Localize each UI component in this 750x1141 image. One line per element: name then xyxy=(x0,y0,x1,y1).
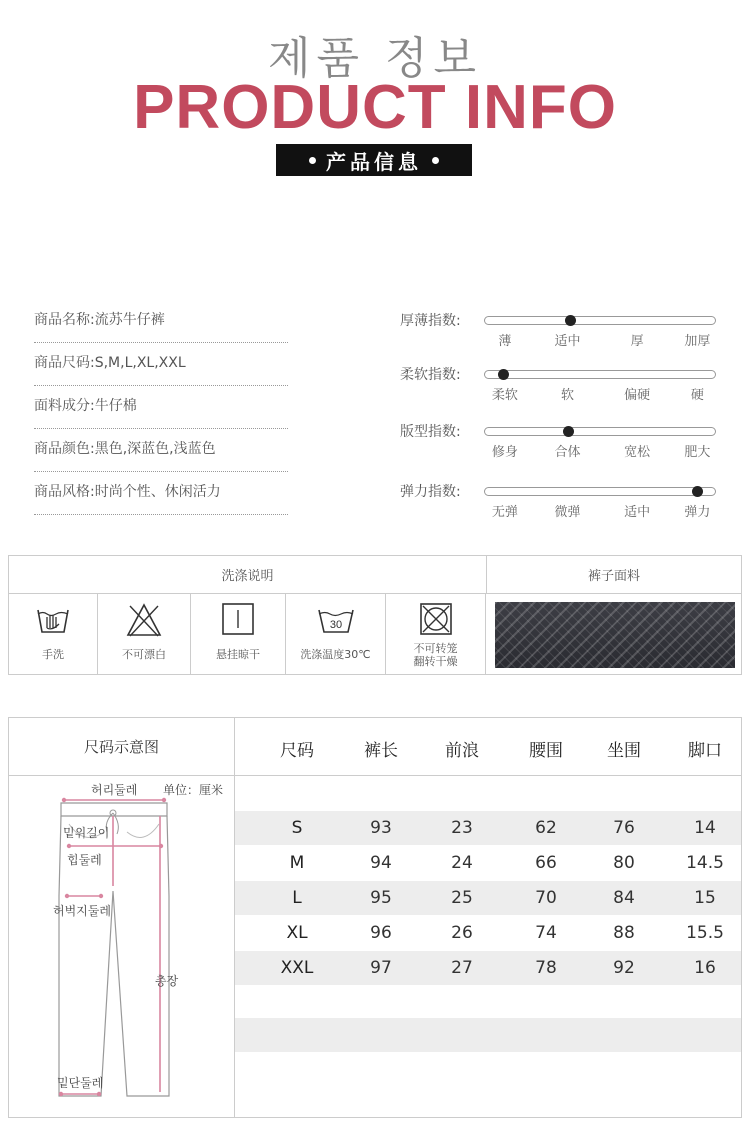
badge-label: 产品信息 xyxy=(326,149,422,174)
slider-knob xyxy=(563,426,574,437)
tick-label: 厚 xyxy=(630,334,644,349)
table-cell: 26 xyxy=(451,923,473,943)
care-item xyxy=(9,594,98,674)
hang-dry-icon xyxy=(221,602,255,640)
waist-label: 허리둘레 xyxy=(91,783,138,797)
tick-label: 柔软 xyxy=(491,388,518,403)
tick-label: 宽松 xyxy=(624,445,651,460)
table-cell: 27 xyxy=(451,958,473,978)
table-row xyxy=(235,881,741,915)
table-cell: 78 xyxy=(535,958,557,978)
table-cell: 97 xyxy=(370,958,392,978)
info-row-color: 商品颜色:黑色,深蓝色,浅蓝色 xyxy=(34,429,288,472)
table-cell: 15.5 xyxy=(686,923,724,943)
fabric-swatch-image xyxy=(495,602,735,668)
slider-knob xyxy=(692,486,703,497)
care-label: 不可漂白 xyxy=(122,648,166,661)
slider-knob xyxy=(498,369,509,380)
info-value: 牛仔棉 xyxy=(94,398,137,414)
thigh-label: 허벅지둘레 xyxy=(53,904,111,918)
no-bleach-icon xyxy=(126,602,162,642)
tick-label: 软 xyxy=(561,388,575,403)
info-value: S,M,L,XL,XXL xyxy=(94,355,186,371)
tick-label: 薄 xyxy=(498,334,512,349)
tick-label: 适中 xyxy=(624,505,651,520)
size-table xyxy=(8,717,742,1118)
care-item xyxy=(286,594,386,674)
table-cell: 74 xyxy=(535,923,557,943)
index-label: 版型指数: xyxy=(400,424,461,440)
info-label: 商品尺码 xyxy=(34,355,90,371)
tick-label: 微弹 xyxy=(554,505,581,520)
info-row-size: 商品尺码:S,M,L,XL,XXL xyxy=(34,343,288,386)
header-cell: 前浪 xyxy=(445,741,479,761)
index-slider xyxy=(484,370,716,379)
table-row xyxy=(235,951,741,985)
table-cell: 76 xyxy=(613,818,635,838)
table-cell: 14 xyxy=(694,818,716,838)
table-cell: 62 xyxy=(535,818,557,838)
tick-label: 弹力 xyxy=(684,505,711,520)
tick-label: 无弹 xyxy=(491,505,518,520)
index-ticks xyxy=(484,384,716,402)
header-cell: 坐围 xyxy=(607,741,641,761)
table-cell: 84 xyxy=(613,888,635,908)
table-cell: 25 xyxy=(451,888,473,908)
header-cell: 腰围 xyxy=(529,741,563,761)
info-value: 流苏牛仔裤 xyxy=(94,312,165,328)
product-info-list xyxy=(34,300,288,515)
table-cell: XXL xyxy=(280,958,314,978)
table-cell: 95 xyxy=(370,888,392,908)
table-cell: 80 xyxy=(613,853,635,873)
tick-label: 肥大 xyxy=(684,445,711,460)
table-cell: 92 xyxy=(613,958,635,978)
info-row-material: 面料成分:牛仔棉 xyxy=(34,386,288,429)
table-cell: 14.5 xyxy=(686,853,724,873)
table-cell: 94 xyxy=(370,853,392,873)
table-cell: XL xyxy=(286,923,308,943)
slider-knob xyxy=(565,315,576,326)
care-label: 不可转笼 翻转干燥 xyxy=(413,642,458,668)
care-item xyxy=(191,594,286,674)
tick-label: 偏硬 xyxy=(624,388,651,403)
care-title: 洗涤说明 xyxy=(9,556,486,594)
dot-icon xyxy=(432,157,439,164)
size-diagram-title: 尺码示意图 xyxy=(9,718,235,776)
index-ticks xyxy=(484,501,716,519)
hand-wash-icon xyxy=(35,602,71,640)
index-ticks xyxy=(484,330,716,348)
table-cell: 70 xyxy=(535,888,557,908)
unit-label: 单位：厘米 xyxy=(163,783,224,797)
index-ticks xyxy=(484,441,716,459)
header-cell: 裤长 xyxy=(364,741,398,761)
index-label: 弹力指数: xyxy=(400,484,461,500)
table-cell: S xyxy=(291,818,303,838)
info-row-name: 商品名称:流苏牛仔裤 xyxy=(34,300,288,343)
fabric-title: 裤子面料 xyxy=(486,556,741,594)
hem-label: 밑단둘레 xyxy=(57,1076,104,1090)
info-label: 面料成分 xyxy=(34,398,90,414)
table-cell: 24 xyxy=(451,853,473,873)
table-cell: 16 xyxy=(694,958,716,978)
page-header xyxy=(0,0,750,190)
tick-label: 硬 xyxy=(690,388,704,403)
info-label: 商品名称 xyxy=(34,312,90,328)
size-table-header xyxy=(235,718,741,776)
hip-label: 힙둘레 xyxy=(67,853,102,867)
wash-30-icon xyxy=(316,602,356,640)
no-tumble-dry-icon xyxy=(419,602,453,640)
dot-icon xyxy=(309,157,316,164)
table-cell: 23 xyxy=(451,818,473,838)
index-slider xyxy=(484,427,716,436)
header-cell: 尺码 xyxy=(280,741,314,761)
care-label: 手洗 xyxy=(42,648,64,661)
table-cell: 96 xyxy=(370,923,392,943)
index-label: 柔软指数: xyxy=(400,367,461,383)
tick-label: 适中 xyxy=(554,334,581,349)
care-table xyxy=(8,555,742,675)
size-diagram xyxy=(9,776,235,1117)
care-label: 悬挂晾干 xyxy=(216,648,260,661)
info-label: 商品颜色 xyxy=(34,441,90,457)
chinese-badge xyxy=(276,144,472,176)
care-label: 洗涤温度30℃ xyxy=(300,648,371,661)
pants-diagram-icon xyxy=(9,776,235,1117)
care-item xyxy=(98,594,191,674)
table-cell: 93 xyxy=(370,818,392,838)
table-cell: 15 xyxy=(694,888,716,908)
index-label: 厚薄指数: xyxy=(400,313,461,329)
index-slider xyxy=(484,316,716,325)
index-slider xyxy=(484,487,716,496)
care-item xyxy=(386,594,486,674)
length-label: 총장 xyxy=(155,974,179,988)
table-cell: L xyxy=(292,888,302,908)
header-cell: 脚口 xyxy=(688,741,722,761)
table-cell: 66 xyxy=(535,853,557,873)
korean-title: 제품 정보 xyxy=(267,33,482,84)
rise-label: 밑위길이 xyxy=(63,826,110,840)
info-value: 时尚个性、休闲活力 xyxy=(94,484,221,500)
wash-temp-text: 30 xyxy=(329,619,342,631)
info-label: 商品风格 xyxy=(34,484,90,500)
table-cell: 88 xyxy=(613,923,635,943)
tick-label: 合体 xyxy=(554,445,581,460)
english-title: PRODUCT INFO xyxy=(133,73,617,142)
info-row-style: 商品风格:时尚个性、休闲活力 xyxy=(34,472,288,515)
table-row xyxy=(235,916,741,950)
table-row xyxy=(235,811,741,845)
tick-label: 修身 xyxy=(491,445,518,460)
table-row-empty xyxy=(235,1018,741,1052)
info-value: 黑色,深蓝色,浅蓝色 xyxy=(94,441,216,457)
table-row xyxy=(235,846,741,880)
tick-label: 加厚 xyxy=(684,334,711,349)
table-cell: M xyxy=(289,853,305,873)
table-row-empty xyxy=(235,986,741,1020)
